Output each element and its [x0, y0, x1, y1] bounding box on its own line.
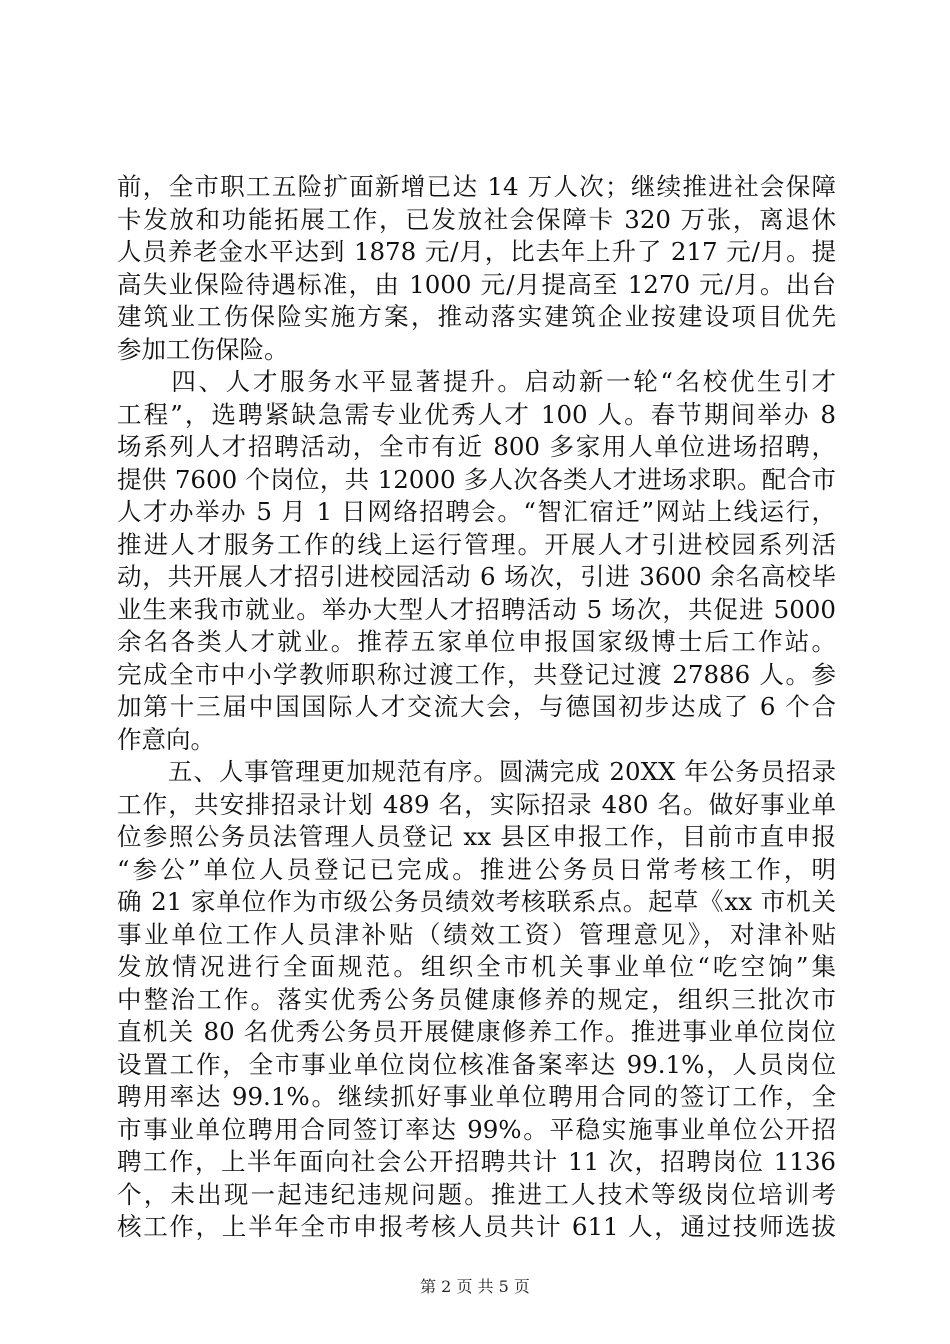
text-line: 市事业单位聘用合同签订率达 99%。平稳实施事业单位公开招 — [117, 1114, 836, 1144]
text-line: 四、人才服务水平显著提升。启动新一轮“名校优生引才 — [117, 367, 836, 396]
text-line: 事业单位工作人员津补贴（绩效工资）管理意见》，对津补贴 — [117, 919, 836, 949]
text-line: 余名各类人才就业。推荐五家单位申报国家级博士后工作站。 — [117, 627, 836, 656]
text-line: 完成全市中小学教师职称过渡工作，共登记过渡 27886 人。参 — [117, 659, 836, 689]
text-line: 中整治工作。落实优秀公务员健康修养的规定，组织三批次市 — [117, 984, 836, 1014]
text-line: 场系列人才招聘活动，全市有近 800 多家用人单位进场招聘， — [117, 432, 836, 461]
text-line: 业生来我市就业。举办大型人才招聘活动 5 场次，共促进 5000 — [117, 594, 836, 624]
text-line: 聘工作，上半年面向社会公开招聘共计 11 次，招聘岗位 1136 — [117, 1147, 836, 1176]
text-line: 个，未出现一起违纪违规问题。推进工人技术等级岗位培训考 — [117, 1179, 836, 1209]
text-line: 位参照公务员法管理人员登记 xx 县区申报工作，目前市直申报 — [117, 822, 836, 851]
text-line: 参加工伤保险。 — [117, 334, 289, 364]
text-line: 卡发放和功能拓展工作，已发放社会保障卡 320 万张，离退休 — [117, 204, 836, 234]
text-line: “参公”单位人员登记已完成。推进公务员日常考核工作，明 — [117, 854, 836, 884]
text-line: 高失业保险待遇标准，由 1000 元/月提高至 1270 元/月。出台 — [117, 269, 836, 299]
text-line: 人员养老金水平达到 1878 元/月，比去年上升了 217 元/月。提 — [117, 237, 836, 266]
text-line: 提供 7600 个岗位，共 12000 多人次各类人才进场求职。配合市 — [117, 464, 836, 494]
body-text — [117, 171, 836, 1244]
text-line: 直机关 80 名优秀公务员开展健康修养工作。推进事业单位岗位 — [117, 1017, 836, 1046]
text-line: 推进人才服务工作的线上运行管理。开展人才引进校园系列活 — [117, 529, 836, 559]
text-line: 前，全市职工五险扩面新增已达 14 万人次；继续推进社会保障 — [117, 172, 836, 201]
text-line: 加第十三届中国国际人才交流大会，与德国初步达成了 6 个合 — [117, 692, 836, 721]
text-line: 作意向。 — [117, 724, 215, 754]
text-line: 五、人事管理更加规范有序。圆满完成 20XX 年公务员招录 — [117, 757, 836, 786]
text-line: 工程”，选聘紧缺急需专业优秀人才 100 人。春节期间举办 8 — [117, 399, 836, 429]
text-line: 建筑业工伤保险实施方案，推动落实建筑企业按建设项目优先 — [117, 302, 836, 331]
text-line: 人才办举办 5 月 1 日网络招聘会。“智汇宿迁”网站上线运行， — [117, 497, 836, 526]
text-line: 核工作，上半年全市申报考核人员共计 611 人，通过技师选拔 — [117, 1212, 836, 1241]
text-line: 发放情况进行全面规范。组织全市机关事业单位“吃空饷”集 — [117, 952, 836, 981]
text-line: 工作，共安排招录计划 489 名，实际招录 480 名。做好事业单 — [117, 789, 836, 819]
text-line: 确 21 家单位作为市级公务员绩效考核联系点。起草《xx 市机关 — [117, 887, 836, 916]
text-line: 动，共开展人才招引进校园活动 6 场次，引进 3600 余名高校毕 — [117, 562, 836, 591]
page-footer: 第 2 页 共 5 页 — [420, 1277, 530, 1296]
text-line: 设置工作，全市事业单位岗位核准备案率达 99.1%，人员岗位 — [117, 1049, 836, 1079]
text-line: 聘用率达 99.1%。继续抓好事业单位聘用合同的签订工作，全 — [117, 1082, 836, 1111]
